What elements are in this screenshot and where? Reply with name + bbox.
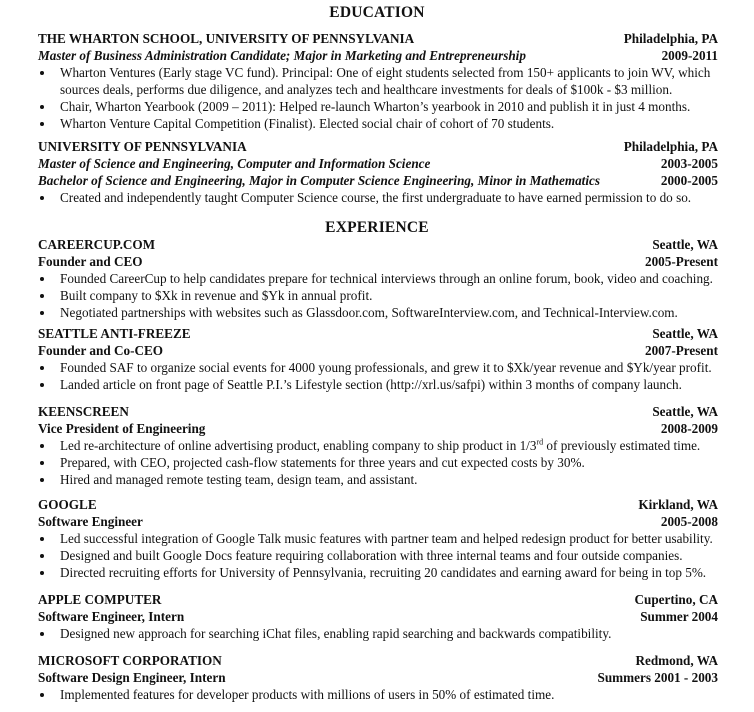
org-name: THE WHARTON SCHOOL, UNIVERSITY OF PENNSYLVANIA [38,31,415,46]
list-item: Founded CareerCup to help candidates prepare for technical interviews through an online forum, book, video and coaching. [38,270,718,287]
education-heading: EDUCATION [329,4,425,21]
date-range: 2003-2005 [660,156,718,171]
experience-heading: EXPERIENCE [325,219,429,236]
org-name: GOOGLE [38,497,97,512]
org-name: KEENSCREEN [38,404,129,419]
experience-entry-microsoft [38,652,718,703]
ordinal-suffix: rd [536,437,544,447]
experience-entry-keenscreen [38,403,718,488]
list-item: Wharton Venture Capital Competition (Finalist). Elected social chair of cohort of 70 students. [38,115,718,132]
list-item: Built company to $Xk in revenue and $Yk in annual profit. [38,287,718,304]
date-range: 2008-2009 [660,421,718,436]
bullet-list [38,359,718,393]
date-range: 2000-2005 [660,173,718,188]
bullet-list [38,686,718,703]
bullet-list [38,625,718,642]
list-item: Implemented features for developer products with millions of users in 50% of estimated time. [38,686,718,703]
bullet-text: Led re-architecture of online advertising product, enabling company to ship product in 1/3 [60,438,537,453]
list-item: Wharton Ventures (Early stage VC fund). Principal: One of eight students selected from 150+ applicants to join WV, which [38,64,718,81]
list-item: Prepared, with CEO, projected cash-flow statements for three years and cut expected costs by 30%. [38,454,718,471]
role-title: Software Engineer [38,514,143,529]
location: Philadelphia, PA [623,31,718,46]
org-name: APPLE COMPUTER [38,592,162,607]
date-range: 2007-Present [644,343,718,358]
org-name: SEATTLE ANTI-FREEZE [38,326,191,341]
date-range: Summer 2004 [640,609,718,624]
location: Cupertino, CA [634,592,718,607]
experience-entry-seattle-anti-freeze [38,325,718,393]
list-item-continuation: sources deals, performs due diligence, and analyzes tech and healthcare investments for deals of $100k - $3 million. [60,82,673,97]
location: Seattle, WA [652,237,718,252]
bullet-list [38,530,718,581]
org-name: MICROSOFT CORPORATION [38,653,222,668]
location: Redmond, WA [635,653,718,668]
degree-title: Master of Business Administration Candidate; Major in Marketing and Entrepreneurship [38,48,526,63]
list-item: Designed and built Google Docs feature requiring collaboration with three internal teams and four outside companies. [38,547,718,564]
location: Kirkland, WA [638,497,718,512]
degree-title: Master of Science and Engineering, Computer and Information Science [38,156,431,171]
list-item: Negotiated partnerships with websites such as Glassdoor.com, SoftwareInterview.com, and Technical-Interview.com. [38,304,718,321]
list-item: Directed recruiting efforts for University of Pennsylvania, recruiting 20 candidates and earning award for being in top 5%. [38,564,718,581]
role-title: Vice President of Engineering [38,421,206,436]
list-item: Chair, Wharton Yearbook (2009 – 2011): Helped re-launch Wharton’s yearbook in 2010 and publish it in just 4 months. [38,98,718,115]
list-item [38,437,718,454]
list-item: Designed new approach for searching iChat files, enabling rapid searching and backwards compatibility. [38,625,718,642]
list-item: Hired and managed remote testing team, design team, and assistant. [38,471,718,488]
date-range: 2005-Present [644,254,718,269]
bullet-list [38,270,718,321]
bullet-list [38,437,718,488]
role-title: Software Engineer, Intern [38,609,185,624]
education-entry-upenn [38,138,718,206]
list-item: Landed article on front page of Seattle P.I.’s Lifestyle section (http://xrl.us/safpi) within 3 months of company launch. [38,376,718,393]
experience-entry-careercup [38,236,718,321]
bullet-list [38,64,718,132]
org-name: CAREERCUP.COM [38,237,156,252]
role-title: Founder and CEO [38,254,143,269]
location: Philadelphia, PA [623,139,718,154]
degree-title: Bachelor of Science and Engineering, Major in Computer Science Engineering, Minor in Mathematics [38,173,600,188]
location: Seattle, WA [652,326,718,341]
org-name: UNIVERSITY OF PENNSYLVANIA [38,139,247,154]
list-item: Led successful integration of Google Talk music features with partner team and helped redesign product for better usability. [38,530,718,547]
role-title: Software Design Engineer, Intern [38,670,226,685]
date-range: 2009-2011 [661,48,718,63]
date-range: Summers 2001 - 2003 [597,670,718,685]
list-item: Created and independently taught Computer Science course, the first undergraduate to have earned permission to do so. [38,189,718,206]
date-range: 2005-2008 [660,514,718,529]
location: Seattle, WA [652,404,718,419]
bullet-list [38,189,718,206]
education-entry-wharton [38,30,718,132]
list-item: Founded SAF to organize social events for 4000 young professionals, and grew it to $Xk/year revenue and $Yk/year profit. [38,359,718,376]
role-title: Founder and Co-CEO [38,343,164,358]
bullet-text-tail: of previously estimated time. [543,438,701,453]
experience-entry-apple [38,591,718,642]
experience-entry-google [38,496,718,581]
